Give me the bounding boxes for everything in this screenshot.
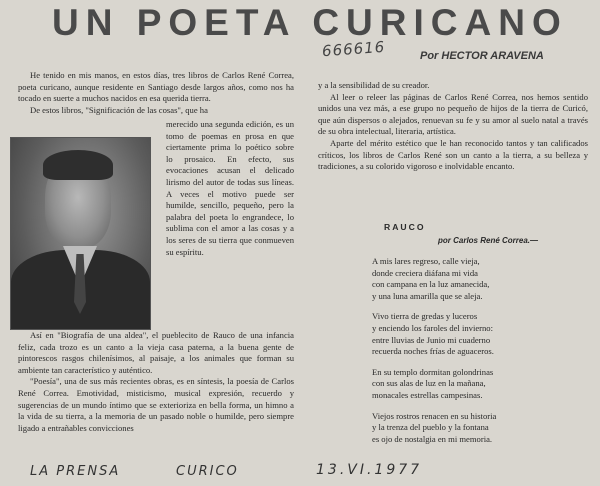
poem-stanza	[372, 411, 592, 446]
poem-author: por Carlos René Correa.—	[438, 236, 539, 245]
paragraph: "Poesía", una de sus más recientes obras, es en síntesis, la poesía de Carlos René Correa. Emotividad, misticismo, musical expresión, recuerdo y sugerencias de un mundo íntimo que se exterioriza en bella forma, un himno a la vida de su tierra, a la memoria de un pasado noble o humilde, pero siempre ligado a entrañables convicciones	[18, 376, 294, 433]
poem-line: y la trenza del pueblo y la fontana	[372, 422, 489, 433]
handwritten-city: CURICO	[176, 464, 239, 479]
poem-stanza	[372, 311, 592, 357]
poem-line: con campana en la luz amanecida,	[372, 279, 490, 290]
poem-line: A mis lares regreso, calle vieja,	[372, 256, 480, 266]
left-column-bottom	[18, 330, 294, 434]
left-column-wrap-text	[166, 119, 294, 258]
poem-line: monacales estrellas campesinas.	[372, 389, 483, 400]
poem-line: es ojo de nostalgia en mi memoria.	[372, 433, 493, 444]
poem-line: En su templo dormitan golondrinas	[372, 366, 494, 377]
catalog-number: 666616	[321, 37, 386, 61]
poem-line: y una luna amarilla que se aleja.	[372, 290, 483, 301]
paragraph: y a la sensibilidad de su creador.	[318, 80, 430, 90]
paragraph: Así en "Biografía de una aldea", el pueblecito de Rauco de una infancia feliz, cada trozo es un canto a la vieja casa paterna, a la buena gente de pintorescos rasgos chilenísimos, al paisaje, a los animales que forman su ambiente tan característico y auténtico.	[18, 330, 294, 375]
left-column-top	[18, 70, 294, 116]
paragraph: merecido una segunda edición, es un tomo de poemas en prosa en que ciertamente prima lo poético sobre lo prosaico. En efecto, sus evocaciones acusan el delicado lirismo del autor de todas sus líneas. A veces el motivo puede ser humilde, sencillo, pequeño, pero la palabra del poeta lo engrandece, lo sublima con el amor a las cosas y a los seres de su tierra que conmueven su espíritu.	[166, 119, 294, 257]
portrait-hair	[43, 150, 113, 180]
paragraph: Aparte del mérito estético que le han reconocido tantos y tan calificados críticos, los libros de Carlos René son un canto a la tierra, a su belleza y tradiciones, a su colorido vigoroso e inolvidable encanto.	[318, 137, 588, 172]
poem-line: entre lluvias de Junio mi cuaderno	[372, 334, 491, 345]
poem-title: RAUCO	[384, 222, 426, 232]
handwritten-date: 13.VI.1977	[316, 462, 423, 478]
paragraph: He tenido en mis manos, en estos días, tres libros de Carlos René Correa, poeta curicano, aunque residente en Santiago desde largos años, como nos ha tocado en suerte a muchos nacidos en esa querida tierra.	[18, 70, 294, 104]
poem-line: con sus alas de luz en la mañana,	[372, 378, 486, 389]
poem-line: recuerda noches frías de aguaceros.	[372, 346, 494, 357]
handwritten-newspaper-name: LA PRENSA	[30, 464, 121, 479]
right-column-top	[318, 80, 588, 173]
poem-line: donde creciera diáfana mi vida	[372, 267, 478, 278]
poem-line: Viejos rostros renacen en su historia	[372, 410, 497, 421]
poem-stanza	[372, 367, 592, 402]
poem-stanza	[372, 256, 592, 302]
byline: Por HECTOR ARAVENA	[420, 50, 544, 62]
paragraph: Al leer o releer las páginas de Carlos René Correa, nos hemos sentido unidos una vez más, a ese grupo no pequeño de hijos de la tierra de Curicó, que aún dispersos o alejados, renuevan su fe y su amor al suelo natal a través de su obra intelectual, literaria, artística.	[318, 91, 588, 137]
headline: UN POETA CURICANO	[52, 2, 568, 43]
poem	[372, 256, 592, 454]
paragraph: De estos libros, "Significación de las cosas", que ha	[30, 104, 208, 115]
poem-line: Vivo tierra de gredas y luceros	[372, 311, 478, 322]
author-portrait-photo	[10, 137, 151, 330]
poem-line: y enciendo los faroles del invierno:	[372, 322, 493, 333]
